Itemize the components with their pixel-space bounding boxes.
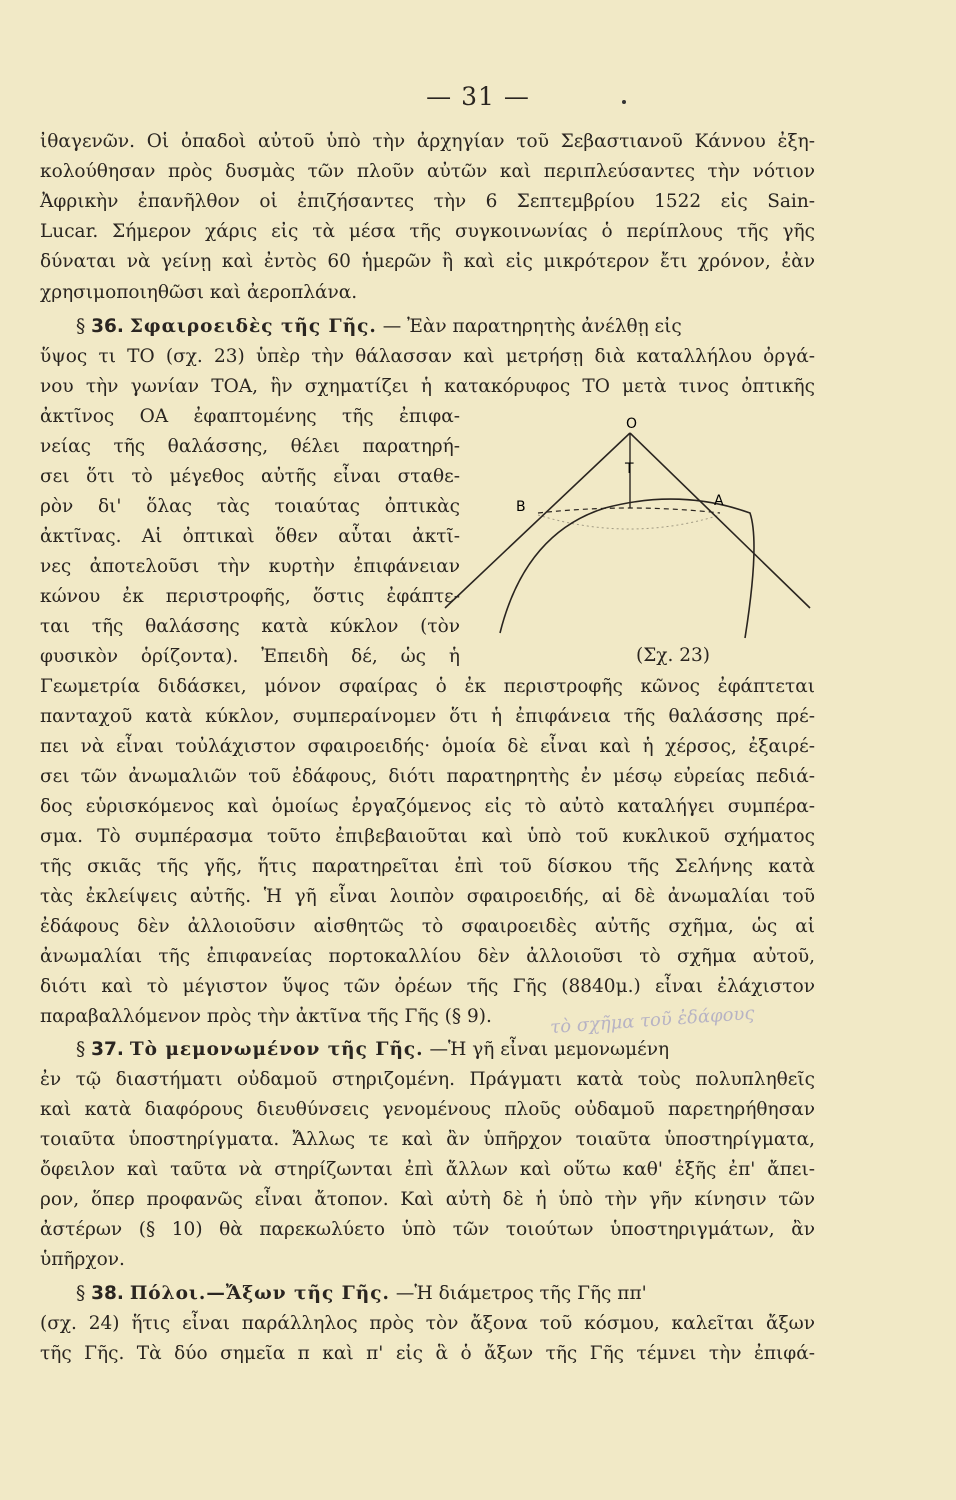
text-line: δος εὑρισκόμενος καὶ ὁμοίως ἐργαζόμενος εἰς τὸ αὐτὸ καταλήγει συμπέρα-	[40, 796, 815, 817]
text-line: καὶ κατὰ διαφόρους διευθύνσεις γενομένους πλοῦς οὐδαμοῦ παρετηρήθησαν	[40, 1099, 815, 1120]
text-line: νου τὴν γωνίαν ΤΟΑ, ἣν σχηματίζει ἡ κατακόρυφος ΤΟ μετὰ τινος ὀπτικῆς	[40, 376, 815, 397]
text-line: τῆς Γῆς. Τὰ δύο σημεῖα π καὶ π' εἰς ἃ ὁ ἄξων τῆς Γῆς τέμνει τὴν ἐπιφά-	[40, 1343, 815, 1364]
text-line: πει νὰ εἶναι τοὐλάχιστον σφαιροειδής· ὁμοία δὲ εἶναι καὶ ἡ χέρσος, ἐξαιρέ-	[40, 736, 815, 757]
text-line: τὰς ἐκλείψεις αὐτῆς. Ἡ γῆ εἶναι λοιπὸν σφαιροειδής, αἱ δὲ ἀνωμαλίαι τοῦ	[40, 886, 815, 907]
text-line: ἐν τῷ διαστήματι οὐδαμοῦ στηριζομένη. Πράγματι κατὰ τοὺς πολυπληθεῖς	[40, 1069, 815, 1090]
text-line: χρησιμοποιηθῶσι καὶ ἀεροπλάνα.	[40, 282, 358, 303]
text-line: τῆς σκιᾶς τῆς γῆς, ἥτις παρατηρεῖται ἐπὶ τοῦ δίσκου τῆς Σελήνης κατὰ	[40, 856, 815, 877]
text-line: ὑπῆρχον.	[40, 1249, 125, 1270]
text-line: σει τῶν ἀνωμαλιῶν τοῦ ἐδάφους, διότι παρατηρητὴς ἐν μέσῳ εὐρείας πεδιά-	[40, 766, 815, 787]
text-line: Lucar. Σήμερον χάρις εἰς τὰ μέσα τῆς συγκοινωνίας ὁ περίπλους τῆς γῆς	[40, 221, 815, 242]
text-line: ἐδάφους δὲν ἀλλοιοῦσιν αἰσθητῶς τὸ σφαιροειδὲς αὐτῆς σχῆμα, ὡς αἱ	[40, 916, 815, 937]
section-sign: §	[76, 316, 86, 337]
text-line: Γεωμετρία διδάσκει, μόνον σφαίρας ὁ ἐκ περιστροφῆς κῶνος ἐφάπτεται	[40, 676, 815, 697]
text-line: διότι καὶ τὸ μέγιστον ὕψος τῶν ὀρέων τῆς Γῆς (8840μ.) εἶναι ἐλάχιστον	[40, 976, 815, 997]
text-line: κώνου ἐκ περιστροφῆς, ὅστις ἐφάπτε-	[40, 586, 460, 607]
text-line: σει ὅτι τὸ μέγεθος αὐτῆς εἶναι σταθε-	[40, 466, 460, 487]
section-title: Τὸ μεμονωμένον τῆς Γῆς.	[129, 1039, 424, 1060]
section-number: 38.	[91, 1283, 124, 1304]
text-line: ἀστέρων (§ 10) θὰ παρεκωλύετο ὑπὸ τῶν τοιούτων ὑποστηριγμάτων, ἂν	[40, 1219, 815, 1240]
tangent-line-right	[630, 433, 810, 608]
section-sign: §	[76, 1039, 86, 1060]
handwritten-annotation: τὸ σχῆμα τοῦ ἐδάφους	[549, 1002, 756, 1039]
section-text: —Ἡ γῆ εἶναι μεμονωμένη	[429, 1039, 670, 1060]
figure-caption: (Σχ. 23)	[636, 645, 711, 666]
text-line: ρὸν δι' ὅλας τὰς τοιαύτας ὀπτικὰς	[40, 496, 460, 517]
text-line: ἀκτῖνος ΟΑ ἐφαπτομένης τῆς ἐπιφα-	[40, 406, 460, 427]
horizon-circle	[538, 508, 720, 513]
text-line: (σχ. 24) ἥτις εἶναι παράλληλος πρὸς τὸν ἄξονα τοῦ κόσμου, καλεῖται ἄξων	[40, 1313, 815, 1334]
text-line: πανταχοῦ κατὰ κύκλον, συμπεραίνομεν ὅτι ἡ ἐπιφάνεια τῆς θαλάσσης πρέ-	[40, 706, 815, 727]
text-line: ἰθαγενῶν. Οἱ ὀπαδοὶ αὐτοῦ ὑπὸ τὴν ἀρχηγίαν τοῦ Σεβαστιανοῦ Κάννου ἐξη-	[40, 131, 815, 152]
text-line: δύναται νὰ γείνῃ καὶ ἐντὸς 60 ἡμερῶν ἢ καὶ εἰς μικρότερον ἔτι χρόνον, ἐὰν	[40, 251, 815, 272]
section-text: —Ἡ διάμετρος τῆς Γῆς ππ'	[395, 1283, 647, 1304]
text-line: νες ἀποτελοῦσι τὴν κυρτὴν ἐπιφάνειαν	[40, 556, 460, 577]
text-line: κολούθησαν πρὸς δυσμὰς τῶν πλοῦν αὐτῶν καὶ περιπλεύσαντες τὴν νότιον	[40, 161, 815, 182]
section-title: Πόλοι.—Ἄξων τῆς Γῆς.	[129, 1283, 390, 1304]
text-line: τοιαῦτα ὑποστηρίγματα. Ἄλλως τε καὶ ἂν ὑπῆρχον τοιαῦτα ὑποστηρίγματα,	[40, 1129, 815, 1150]
text-line: παραβαλλόμενον πρὸς τὴν ἀκτῖνα τῆς Γῆς (§ 9).	[40, 1006, 492, 1027]
text-line: νείας τῆς θαλάσσης, θέλει παρατηρή-	[40, 436, 460, 457]
section-36-heading	[76, 315, 815, 339]
ink-dot	[622, 100, 626, 104]
section-text: — Ἐὰν παρατηρητὴς ἀνέλθῃ εἰς	[382, 316, 682, 337]
text-line: ἀνωμαλίαι τῆς ἐπιφανείας πορτοκαλλίου δὲν ἀλλοιοῦσι τὸ σχῆμα αὐτοῦ,	[40, 946, 815, 967]
section-title: Σφαιροειδὲς τῆς Γῆς.	[129, 316, 377, 337]
label-o: Ο	[626, 416, 638, 432]
figure-23-diagram	[430, 413, 830, 663]
text-line: ὄφειλον καὶ ταῦτα νὰ στηρίζωνται ἐπὶ ἄλλων καὶ οὕτω καθ' ἑξῆς ἐπ' ἄπει-	[40, 1159, 815, 1180]
text-line: ἀκτῖνας. Αἱ ὀπτικαὶ ὅθεν αὗται ἀκτῖ-	[40, 526, 460, 547]
text-line: φυσικὸν ὁρίζοντα). Ἐπειδὴ δέ, ὡς ἡ	[40, 646, 460, 667]
text-line: ρον, ὅπερ προφανῶς εἶναι ἄτοπον. Καὶ αὐτὴ δὲ ἡ ὑπὸ τὴν γῆν κίνησιν τῶν	[40, 1189, 815, 1210]
text-line: ται τῆς θαλάσσης κατὰ κύκλον (τὸν	[40, 616, 460, 637]
tangent-line-left	[445, 433, 630, 608]
text-line: Ἀφρικὴν ἐπανῆλθον οἱ ἐπιζήσαντες τὴν 6 Σεπτεμβρίου 1522 εἰς Sain-	[40, 191, 815, 212]
label-b: Β	[516, 499, 526, 515]
page-number-header: — 31 —	[426, 82, 530, 111]
section-number: 36.	[91, 316, 124, 337]
label-t: Τ	[625, 461, 634, 477]
section-sign: §	[76, 1283, 86, 1304]
text-line: ὕψος τι ΤΟ (σχ. 23) ὑπὲρ τὴν θάλασσαν καὶ μετρήσῃ διὰ καταλλήλου ὀργά-	[40, 346, 815, 367]
text-line: σμα. Τὸ συμπέρασμα τοῦτο ἐπιβεβαιοῦται καὶ ὑπὸ τοῦ κυκλικοῦ σχήματος	[40, 826, 815, 847]
section-38-heading	[76, 1282, 815, 1306]
section-37-heading	[76, 1038, 815, 1062]
section-number: 37.	[91, 1039, 124, 1060]
label-a: Α	[714, 493, 724, 509]
